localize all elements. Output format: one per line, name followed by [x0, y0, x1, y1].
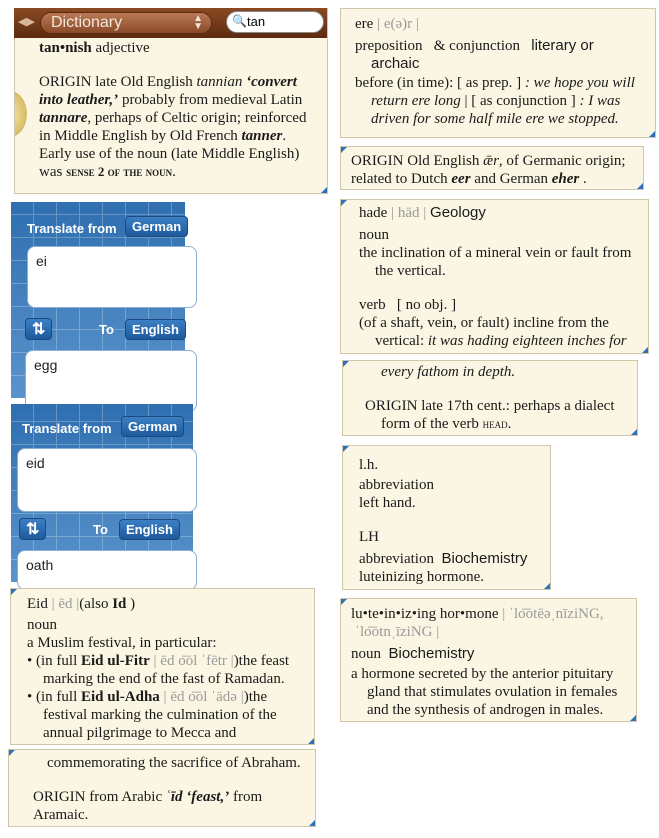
dictionary-entry-eid: Eid | ēd |(also Id ) noun a Muslim festival, in particular: • (in full Eid ul-Fitr | ēd o͞ol ˈfētr |)the feast marking the end of the fast of Ramadan. • (in full Eid ul-Adha | ēd o͞ol ˈädə |)the festival marking the culmination of the annual pilgrimage to Mecca and	[10, 588, 315, 745]
chevron-updown-icon: ▲ ▼	[193, 13, 203, 32]
back-arrow-icon[interactable]: ◀▶	[18, 16, 35, 28]
entry-headword: tan•nish adjective	[39, 40, 150, 56]
search-field[interactable]	[226, 11, 324, 33]
swap-languages-button[interactable]: ⇅	[25, 318, 52, 340]
seal-decoration	[14, 91, 27, 137]
source-text-input[interactable]: eid	[17, 448, 197, 512]
translator-panel-1: Translate from German ei ⇅ To English egg	[11, 202, 185, 398]
translation-output: egg	[25, 350, 197, 412]
dictionary-entry-eid-continued: commemorating the sacrifice of Abraham. ORIGIN from Arabic ʿīd ‘feast,’ from Aramaic.	[8, 749, 316, 827]
from-language-button[interactable]: German	[121, 416, 184, 437]
dictionary-entry-lh: l.h. abbreviation left hand. LH abbreviation Biochemistry luteinizing hormone.	[342, 445, 551, 590]
dictionary-entry-ere: ere | e(ə)r | preposition & conjunction literary or archaic before (in time): [ as prep. ] : we hope you will return ere long | [ as conjunction ] : I was driven for some half mile ere we stopped.	[340, 8, 656, 138]
search-icon: 🔍	[232, 14, 247, 28]
dictionary-entry-tannish: tan•nish adjective ORIGIN late Old English tannian ‘convert into leather,’ probably from medieval Latin tannare, perhaps of Celtic origin; reinforced in Middle English by Old French tanner. Early use of the noun (late Middle English) was sense 2 of the noun.	[14, 8, 328, 194]
search-input[interactable]	[247, 14, 319, 29]
dictionary-entry-hade: hade | hād | Geology noun the inclination of a mineral vein or fault from the vertical. verb [ no obj. ] (of a shaft, vein, or fault) incline from the vertical: it was hading eighteen inches for	[340, 199, 649, 354]
from-language-button[interactable]: German	[125, 216, 188, 237]
dictionary-entry-hade-continued: every fathom in depth. ORIGIN late 17th cent.: perhaps a dialect form of the verb head.	[342, 360, 638, 436]
to-language-button[interactable]: English	[119, 519, 180, 540]
to-language-button[interactable]: English	[125, 319, 186, 340]
swap-languages-button[interactable]: ⇅	[19, 518, 46, 540]
dictionary-dropdown[interactable]: Dictionary ▲ ▼	[40, 12, 212, 34]
translator-panel-2: Translate from German eid ⇅ To English oath	[11, 404, 193, 582]
dictionary-toolbar	[14, 8, 327, 38]
translation-output: oath	[17, 550, 197, 590]
dictionary-entry-ere-origin: ORIGIN Old English ǣr, of Germanic origin; related to Dutch eer and German eher .	[340, 146, 644, 190]
source-text-input[interactable]: ei	[27, 246, 197, 308]
dictionary-entry-luteinizing-hormone: lu•te•in•iz•ing hor•mone | ˈlo͞otēəˌnīziNG, ˈlo͞otnˌīziNG | noun Biochemistry a hormone secreted by the anterior pituitary gland that stimulates ovulation in females and the synthesis of androgen in males.	[340, 598, 637, 722]
